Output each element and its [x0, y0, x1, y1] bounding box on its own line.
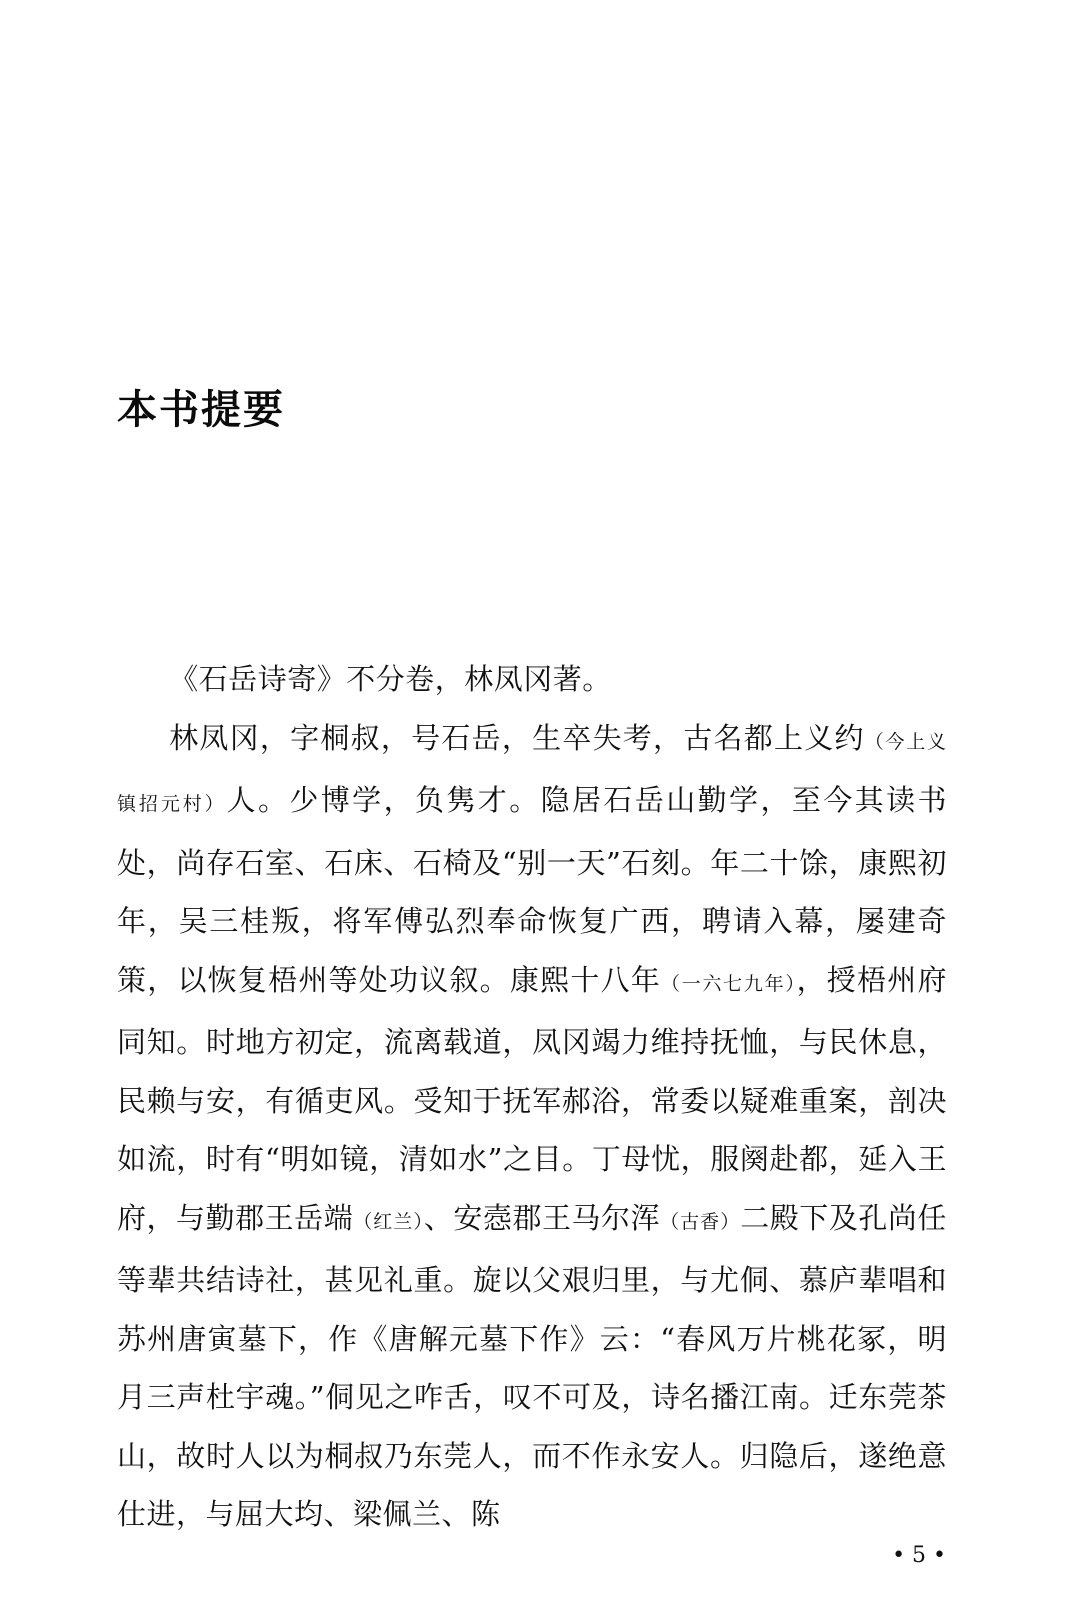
text-segment: 二殿下及孔尚任等辈共结诗社，甚见礼重。旋以父艰归里，与尤侗、慕庐辈唱和苏州唐寅墓下，作《唐解元墓下作》云：“春风万片桃花冢，明月三声杜宇魂。”侗见之咋舌，叹不可及，诗名播江南。迁东莞茶山，故时人以为桐叔乃东莞人，而不作永安人。归隐后，遂绝意仕进，与屈大均、梁佩兰、陈: [117, 1200, 947, 1531]
text-segment: 林凤冈，字桐叔，号石岳，生卒失考，古名都上义约: [169, 720, 865, 755]
paragraph: [117, 709, 947, 1544]
small-annotation: （古香）: [660, 1210, 741, 1233]
text-segment: ，授梧州府同知。时地方初定，流离载道，凤冈竭力维持抚恤，与民休息，民赖与安，有循吏风。受知于抚军郝浴，常委以疑难重案，剖决如流，时有“明如镜，清如水”之目。丁母忧，服阕赴都，延入王府，与勤郡王岳端: [117, 962, 947, 1235]
paragraph: [117, 650, 947, 709]
page-number: • 5 •: [892, 1543, 946, 1568]
body-text: [117, 650, 947, 1544]
section-title: 本书提要: [117, 387, 285, 433]
text-segment: 、安悫郡王马尔浑: [423, 1200, 661, 1235]
text-segment: 《石岳诗寄》不分卷，林凤冈著。: [169, 662, 612, 696]
small-annotation: （红兰）: [353, 1210, 424, 1233]
text-segment: 人。少博学，负隽才。隐居石岳山勤学，至今其读书处，尚存石室、石床、石椅及“别一天”石刻。年二十馀，康熙初年，吴三桂叛，将军傅弘烈奉命恢复广西，聘请入幕，屡建奇策，以恢复梧州等处功议叙。康熙十八年: [117, 783, 947, 997]
small-annotation: （一六七九年）: [661, 972, 797, 995]
small-annotation: （今上义镇招元村）: [117, 730, 947, 815]
